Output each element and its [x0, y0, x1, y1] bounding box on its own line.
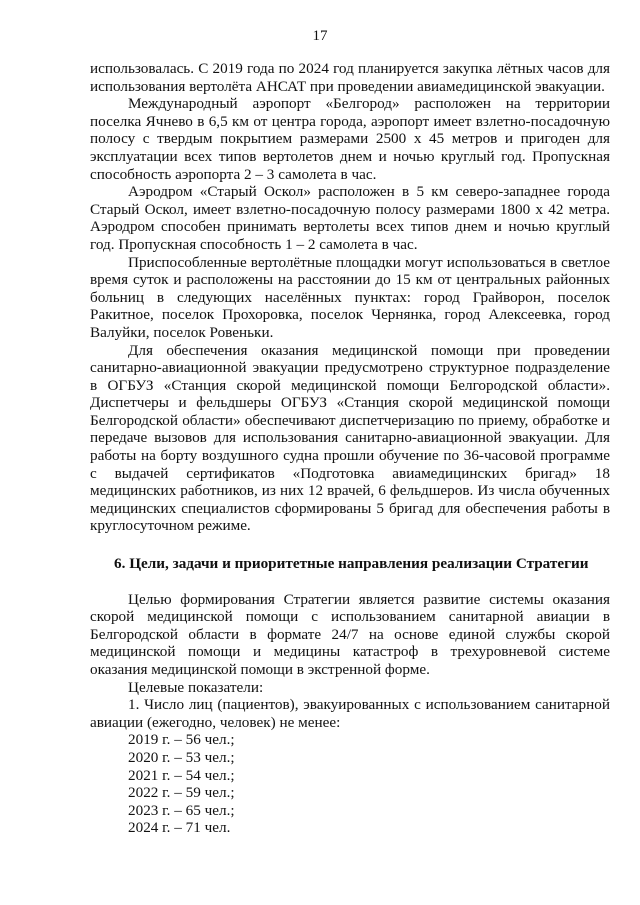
targets-label: Целевые показатели:	[128, 678, 264, 696]
paragraph-helipads: Приспособленные вертолётные площадки могут использоваться в светлое время суток и расположены на расстоянии до 15 км от центральных районных больниц в следующих населённых пунктах: город Грайворон, поселок Ракитное, поселок Прохоровка, поселок Чернянка, город Алексеевка, город Валуйки, поселок Ровеньки.	[90, 253, 610, 341]
paragraph-stary-oskol-airfield: Аэродром «Старый Оскол» расположен в 5 км северо-западнее города Старый Оскол, имеет взлетно-посадочную полосу размерами 1800 х 42 метра. Аэродром способен принимать вертолеты всех типов днем и ночью круглый год. Пропускная способность 1 – 2 самолета в час.	[90, 183, 610, 253]
year-target-item: 2020 г. – 53 чел.;	[128, 748, 235, 766]
year-target-item: 2019 г. – 56 чел.;	[128, 731, 235, 749]
paragraph-medical-support: Для обеспечения оказания медицинской помощи при проведении санитарно-авиационной эвакуации предусмотрено структурное подразделение в ОГБУЗ «Станция скорой медицинской помощи Белгородской области». Диспетчеры и фельдшеры ОГБУЗ «Станция скорой медицинской помощи Белгородской области» обеспечивают диспетчеризацию по приему, обработке и передаче вызовов для использования санитарно-авиационной эвакуации. Для работы на борту воздушного судна прошли обучение по 36-часовой программе с выдачей сертификатов «Подготовка авиамедицинских бригад» 18 медицинских работников, из них 12 врачей, 6 фельдшеров. Из числа обученных медицинских специалистов сформированы 5 бригад для обеспечения работы в круглосуточном режиме.	[90, 341, 610, 535]
page-number: 17	[312, 28, 328, 44]
year-target-item: 2022 г. – 59 чел.;	[128, 784, 235, 802]
year-target-item: 2023 г. – 65 чел.;	[128, 801, 235, 819]
year-target-item: 2024 г. – 71 чел.	[128, 819, 231, 837]
section-intro: Целью формирования Стратегии является развитие системы оказания скорой медицинской помощи с использованием санитарной авиации в Белгородской области в формате 24/7 на основе единой службы скорой медицинской помощи и медицины катастроф в трехуровневой системе оказания медицинской помощи в экстренной форме.	[90, 590, 610, 678]
indicator-1: 1. Число лиц (пациентов), эвакуированных с использованием санитарной авиации (ежегодно, человек) не менее:	[90, 696, 610, 731]
year-target-item: 2021 г. – 54 чел.;	[128, 766, 235, 784]
yearly-targets-list	[90, 731, 610, 837]
paragraph-continuation: использовалась. С 2019 года по 2024 год планируется закупка лётных часов для использования вертолёта АНСАТ при проведении авиамедицинской эвакуации.	[90, 60, 610, 95]
paragraph-belgorod-airport: Международный аэропорт «Белгород» расположен на территории поселка Ячнево в 6,5 км от центра города, аэропорт имеет взлетно-посадочную полосу с твердым покрытием размерами 2500 х 45 метров и пригоден для эксплуатации всех типов вертолетов днем и ночью круглый год. Пропускная способность аэропорта 2 – 3 самолета в час.	[90, 95, 610, 183]
document-body	[90, 60, 610, 837]
section-heading: 6. Цели, задачи и приоритетные направления реализации Стратегии	[114, 555, 589, 573]
